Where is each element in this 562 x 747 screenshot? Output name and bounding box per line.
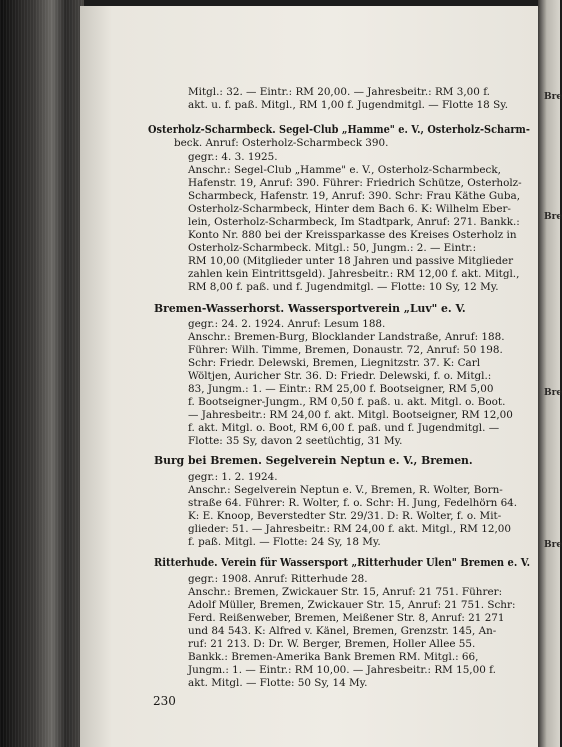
entry-line: f. paß. Mitgl. — Flotte: 24 Sy, 18 My. bbox=[188, 536, 381, 548]
adjacent-page-fragment: Bre bbox=[544, 540, 562, 550]
entry-line: K: E. Knoop, Beverstedter Str. 29/31. D: R. Wolter, f. o. Mit- bbox=[188, 510, 502, 522]
book-binding bbox=[0, 0, 84, 747]
entry-line: zahlen kein Eintrittsgeld). Jahresbeitr.: RM 12,00 f. akt. Mitgl., bbox=[188, 268, 520, 280]
entry-line: Anschr.: Segel-Club „Hamme" e. V., Osterholz-Scharmbeck, bbox=[188, 164, 501, 176]
entry-line: Scharmbeck, Hafenstr. 19, Anruf: 390. Schr: Frau Käthe Guba, bbox=[188, 190, 521, 202]
entry-heading-cont: beck. Anruf: Osterholz-Scharmbeck 390. bbox=[174, 137, 389, 149]
entry-line: — Jahresbeitr.: RM 24,00 f. akt. Mitgl. Bootseigner, RM 12,00 bbox=[188, 409, 513, 421]
continued-line: akt. u. f. paß. Mitgl., RM 1,00 f. Jugendmitgl. — Flotte 18 Sy. bbox=[188, 99, 509, 111]
entry-line: Hafenstr. 19, Anruf: 390. Führer: Friedrich Schütze, Osterholz- bbox=[188, 177, 522, 189]
entry-line: Flotte: 35 Sy, davon 2 seetüchtig, 31 My. bbox=[188, 435, 403, 447]
continued-line: Mitgl.: 32. — Eintr.: RM 20,00. — Jahresbeitr.: RM 3,00 f. bbox=[188, 86, 490, 98]
entry-line: Anschr.: Segelverein Neptun e. V., Bremen, R. Wolter, Born- bbox=[188, 484, 503, 496]
entry-line: RM 10,00 (Mitglieder unter 18 Jahren und passive Mitglieder bbox=[188, 255, 514, 267]
book-page bbox=[80, 6, 538, 747]
entry-line: und 84 543. K: Alfred v. Känel, Bremen, Grenzstr. 145, An- bbox=[188, 625, 497, 637]
entry-heading: Burg bei Bremen. Segelverein Neptun e. V., Bremen. bbox=[154, 454, 473, 467]
entry-line: Konto Nr. 880 bei der Kreissparkasse des Kreises Osterholz in bbox=[188, 229, 517, 241]
entry-line: Jungm.: 1. — Eintr.: RM 10,00. — Jahresbeitr.: RM 15,00 f. bbox=[188, 664, 496, 676]
entry-line: Adolf Müller, Bremen, Zwickauer Str. 15, Anruf: 21 751. Schr: bbox=[188, 599, 516, 611]
entry-line: akt. Mitgl. — Flotte: 50 Sy, 14 My. bbox=[188, 677, 368, 689]
entry-line: glieder: 51. — Jahresbeitr.: RM 24,00 f. akt. Mitgl., RM 12,00 bbox=[188, 523, 511, 535]
entry-line: Schr: Friedr. Delewski, Bremen, Liegnitzstr. 37. K: Carl bbox=[188, 357, 481, 369]
entry-line: Führer: Wilh. Timme, Bremen, Donaustr. 72, Anruf: 50 198. bbox=[188, 344, 503, 356]
entry-heading: Osterholz-Scharmbeck. Segel-Club „Hamme" e. V., Osterholz-Scharm- bbox=[148, 123, 530, 136]
entry-line: lein, Osterholz-Scharmbeck, Im Stadtpark, Anruf: 271. Bankk.: bbox=[188, 216, 520, 228]
entry-line: gegr.: 4. 3. 1925. bbox=[188, 151, 278, 163]
entry-line: f. Bootseigner-Jungm., RM 0,50 f. paß. u. akt. Mitgl. o. Boot. bbox=[188, 396, 506, 408]
entry-line: Osterholz-Scharmbeck, Hinter dem Bach 6. K: Wilhelm Eber- bbox=[188, 203, 511, 215]
entry-line: Anschr.: Bremen-Burg, Blocklander Landstraße, Anruf: 188. bbox=[188, 331, 505, 343]
entry-line: gegr.: 1. 2. 1924. bbox=[188, 471, 278, 483]
entry-line: RM 8,00 f. paß. und f. Jugendmitgl. — Flotte: 10 Sy, 12 My. bbox=[188, 281, 499, 293]
entry-line: 83, Jungm.: 1. — Eintr.: RM 25,00 f. Bootseigner, RM 5,00 bbox=[188, 383, 494, 395]
adjacent-page-fragment: Bre bbox=[544, 92, 562, 102]
entry-line: Anschr.: Bremen, Zwickauer Str. 15, Anruf: 21 751. Führer: bbox=[188, 586, 503, 598]
entry-heading: Ritterhude. Verein für Wassersport „Ritterhuder Ulen" Bremen e. V. bbox=[154, 556, 531, 569]
page-number: 230 bbox=[153, 694, 176, 708]
entry-line: Osterholz-Scharmbeck. Mitgl.: 50, Jungm.: 2. — Eintr.: bbox=[188, 242, 477, 254]
adjacent-page-edge bbox=[538, 0, 560, 747]
entry-line: gegr.: 1908. Anruf: Ritterhude 28. bbox=[188, 573, 368, 585]
entry-line: Bankk.: Bremen-Amerika Bank Bremen RM. Mitgl.: 66, bbox=[188, 651, 479, 663]
entry-line: Wöltjen, Auricher Str. 36. D: Friedr. Delewski, f. o. Mitgl.: bbox=[188, 370, 492, 382]
entry-line: gegr.: 24. 2. 1924. Anruf: Lesum 188. bbox=[188, 318, 386, 330]
entry-line: Ferd. Reißenweber, Bremen, Meißener Str. 8, Anruf: 21 271 bbox=[188, 612, 505, 624]
entry-heading: Bremen-Wasserhorst. Wassersportverein „Luv" e. V. bbox=[154, 302, 466, 315]
entry-line: straße 64. Führer: R. Wolter, f. o. Schr: H. Jung, Fedelhörn 64. bbox=[188, 497, 518, 509]
adjacent-page-fragment: Bre bbox=[544, 212, 562, 222]
entry-line: f. akt. Mitgl. o. Boot, RM 6,00 f. paß. und f. Jugendmitgl. — bbox=[188, 422, 500, 434]
adjacent-page-fragment: Bre bbox=[544, 388, 562, 398]
entry-line: ruf: 21 213. D: Dr. W. Berger, Bremen, Holler Allee 55. bbox=[188, 638, 476, 650]
